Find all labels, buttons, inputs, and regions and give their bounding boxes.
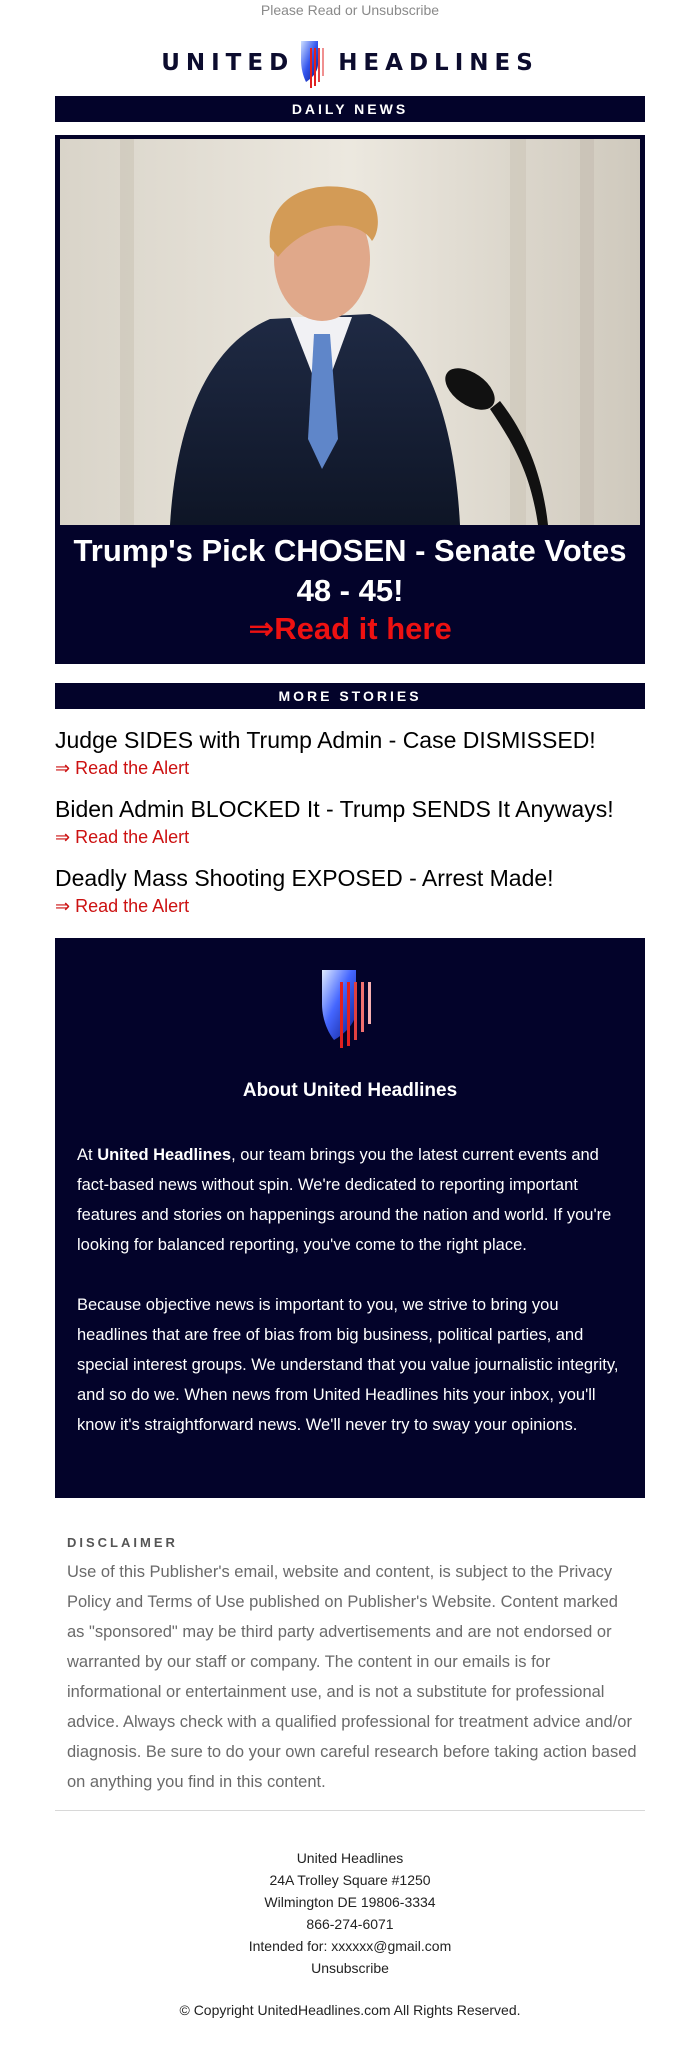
about-brand-name: United Headlines <box>97 1146 232 1164</box>
daily-news-band: DAILY NEWS <box>55 96 645 122</box>
about-section <box>55 938 645 1498</box>
brand-logo[interactable] <box>0 38 700 88</box>
disclaimer-text: Use of this Publisher's email, website and content, is subject to the Privacy Policy and Terms of Use published on Publisher's Website. Content marked as "sponsored" may be third party advertisements and are not endorsed or warranted by our staff or company. The content in our emails is for informational or entertainment use, and is not a substitute for professional advice. Always check with a qualified professional for treatment advice and/or diagnosis. Be sure to do your own careful research before taking action based on anything you find in this content. <box>67 1563 637 1791</box>
about-title: About United Headlines <box>242 1080 458 1101</box>
shield-logo-icon <box>298 38 332 88</box>
copyright-text: © Copyright UnitedHeadlines.com All Rights Reserved. <box>179 2002 521 2018</box>
hero-card[interactable] <box>55 135 645 664</box>
more-stories-band: MORE STORIES <box>55 683 645 709</box>
about-body-text: , our team brings you the latest current events and fact-based news without spin. We're dedicated to reporting important features and stories on happenings around the nation and world. If you're looking for balanced reporting, you've come to the right place. <box>77 1146 612 1254</box>
story-item[interactable] <box>55 795 655 849</box>
about-paragraph: Because objective news is important to you, we strive to bring you headlines that are free of bias from big business, political parties, and special interest groups. We understand that you value journalistic integrity, and so do we. When news from United Headlines hits your inbox, you'll know it's straightforward news. We'll never try to sway your opinions. <box>77 1296 619 1434</box>
footer-phone: 866-274-6071 <box>306 1916 394 1932</box>
disclaimer-heading: DISCLAIMER <box>67 1535 178 1550</box>
unsubscribe-link[interactable]: Unsubscribe <box>311 1960 389 1976</box>
read-alert-link[interactable]: ⇒ Read the Alert <box>55 758 190 778</box>
story-title-link[interactable]: Deadly Mass Shooting EXPOSED - Arrest Made! <box>55 865 554 891</box>
hero-headline-link[interactable]: Trump's Pick CHOSEN - Senate Votes 48 - 45! <box>73 533 627 608</box>
hero-photo[interactable] <box>60 139 640 525</box>
story-item[interactable] <box>55 726 655 780</box>
footer-intended-for: Intended for: xxxxxx@gmail.com <box>248 1938 452 1954</box>
about-lead-text: At <box>77 1146 98 1164</box>
divider <box>55 1810 645 1811</box>
brand-word-left: UNITED <box>161 50 295 76</box>
brand-word-right: HEADLINES <box>338 50 539 76</box>
preheader-link[interactable]: Please Read or Unsubscribe <box>260 2 440 18</box>
story-item[interactable] <box>55 864 655 918</box>
story-title-link[interactable]: Judge SIDES with Trump Admin - Case DISMISSED! <box>55 727 596 753</box>
story-title-link[interactable]: Biden Admin BLOCKED It - Trump SENDS It Anyways! <box>55 796 614 822</box>
about-paragraph <box>77 1140 623 1260</box>
shield-logo-icon <box>318 966 382 1050</box>
footer-address-line: Wilmington DE 19806-3334 <box>264 1894 436 1910</box>
footer-company: United Headlines <box>296 1850 404 1866</box>
read-alert-link[interactable]: ⇒ Read the Alert <box>55 827 190 847</box>
footer-address <box>0 1847 700 1979</box>
hero-read-link[interactable]: ⇒Read it here <box>248 611 452 646</box>
footer-address-line: 24A Trolley Square #1250 <box>269 1872 431 1888</box>
read-alert-link[interactable]: ⇒ Read the Alert <box>55 896 190 916</box>
